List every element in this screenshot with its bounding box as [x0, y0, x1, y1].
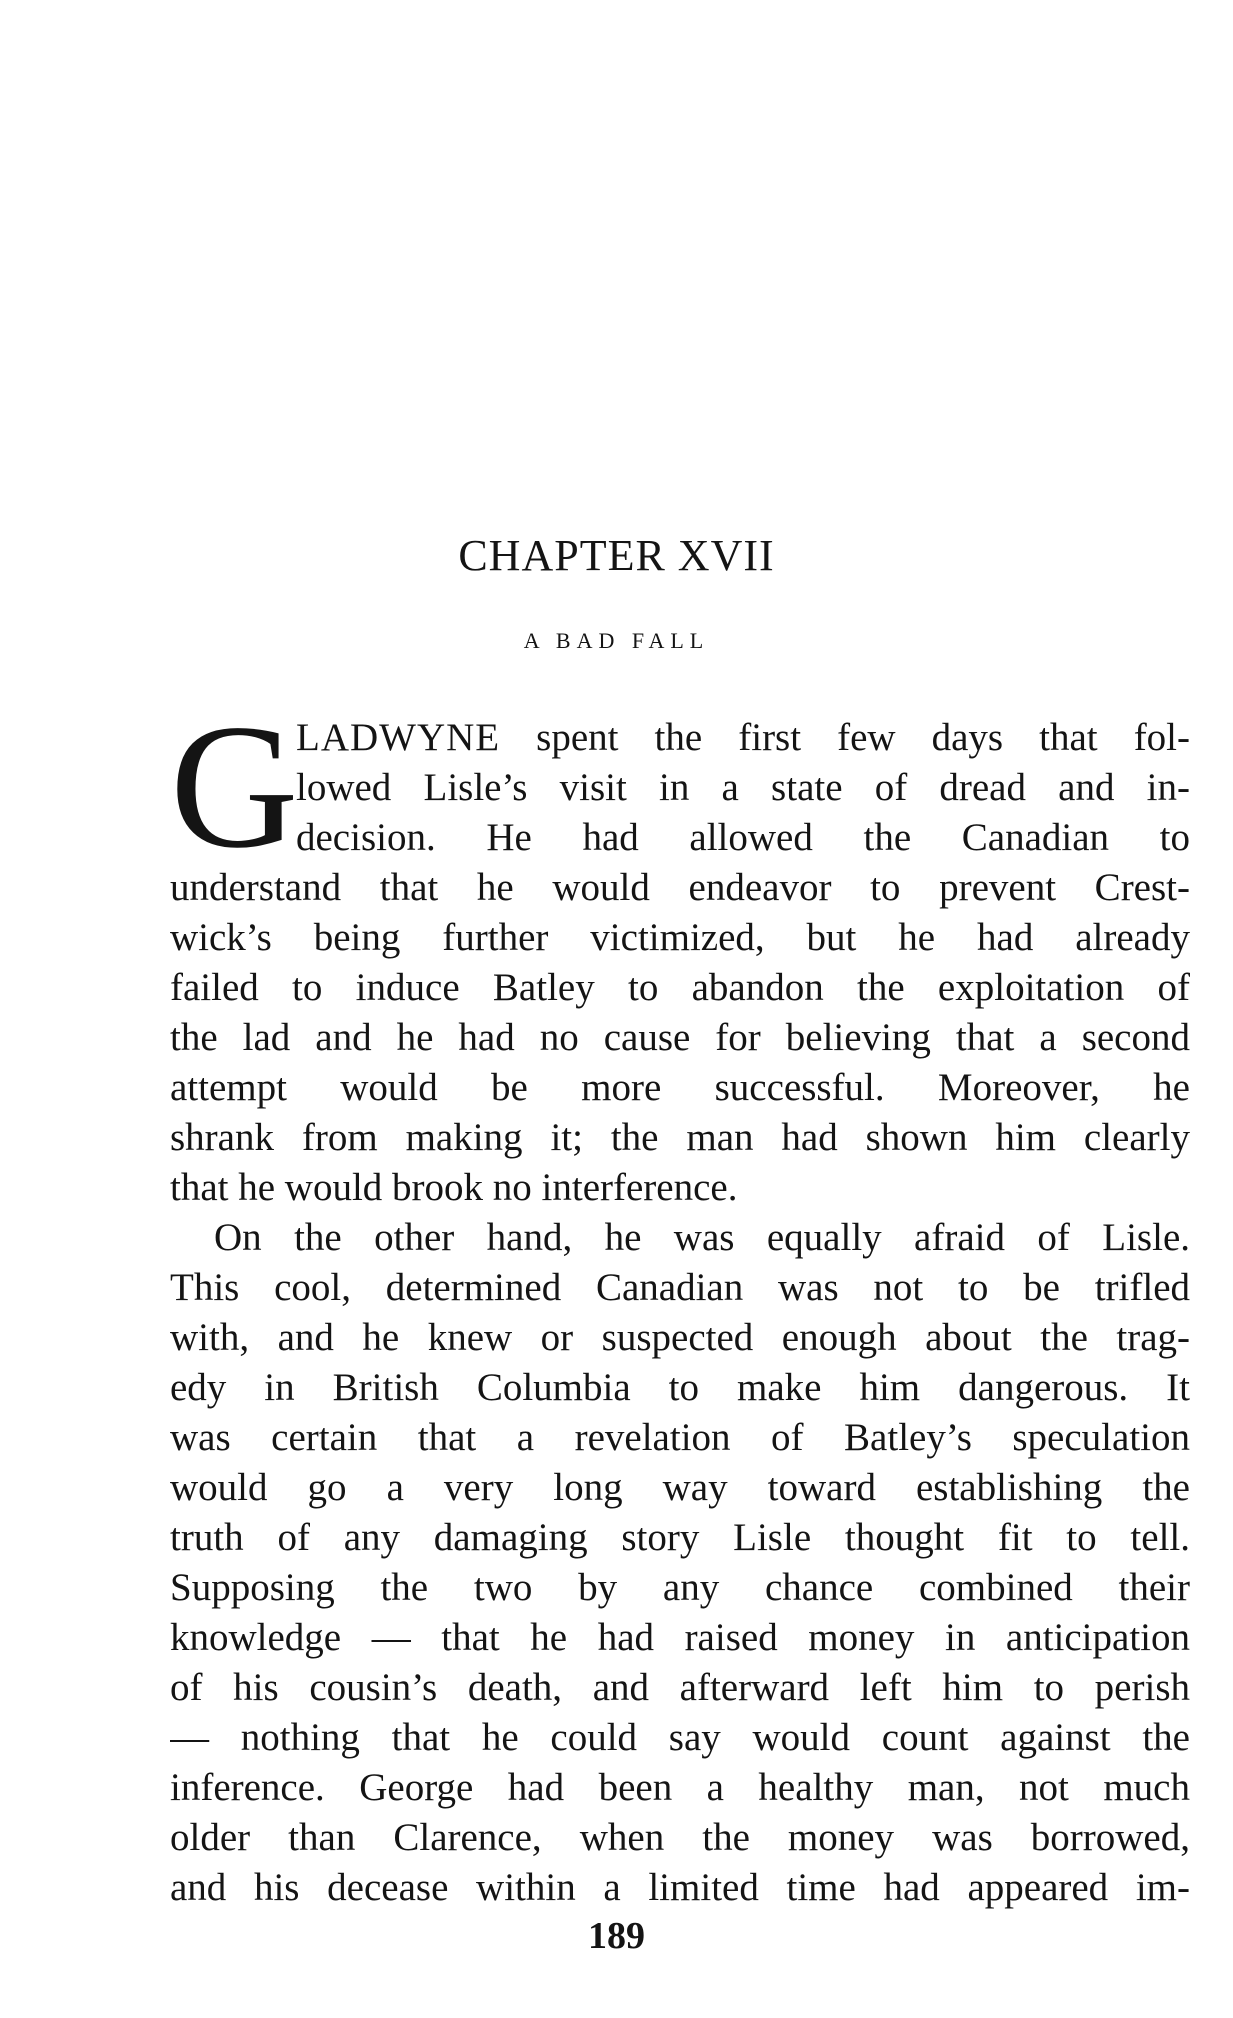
text-line: This cool, determined Canadian was not to be trifled	[170, 1266, 1190, 1309]
text-line: and his decease within a limited time had appeared im-	[170, 1866, 1190, 1909]
page-number: 189	[588, 1915, 645, 1957]
text-line: shrank from making it; the man had shown him clearly	[170, 1116, 1190, 1159]
text-line: knowledge — that he had raised money in anticipation	[170, 1616, 1190, 1659]
text-line: with, and he knew or suspected enough about the trag-	[170, 1316, 1190, 1359]
text-line: of his cousin’s death, and afterward left him to perish	[170, 1666, 1190, 1709]
text-line: inference. George had been a healthy man, not much	[170, 1766, 1190, 1809]
text-line: — nothing that he could say would count against the	[170, 1716, 1190, 1759]
text-line: attempt would be more successful. Moreover, he	[170, 1066, 1190, 1109]
text-line: truth of any damaging story Lisle thought fit to tell.	[170, 1516, 1190, 1559]
text-line: the lad and he had no cause for believing that a second	[170, 1016, 1190, 1059]
text-line: Supposing the two by any chance combined their	[170, 1566, 1190, 1609]
text-line: would go a very long way toward establishing the	[170, 1466, 1190, 1509]
text-line: understand that he would endeavor to prevent Crest-	[170, 866, 1190, 909]
text-line: lowed Lisle’s visit in a state of dread and in-	[296, 766, 1190, 809]
chapter-subtitle: A BAD FALL	[523, 628, 710, 653]
text-line: decision. He had allowed the Canadian to	[296, 816, 1190, 859]
text-line: edy in British Columbia to make him dangerous. It	[170, 1366, 1190, 1409]
text-line: wick’s being further victimized, but he had already	[170, 916, 1190, 959]
text-line: failed to induce Batley to abandon the exploitation of	[170, 966, 1190, 1009]
first-word: LADWYNE	[296, 716, 501, 759]
text-line: older than Clarence, when the money was borrowed,	[170, 1816, 1190, 1859]
chapter-title: CHAPTER XVII	[458, 531, 775, 580]
text-line-rest: spent the first few days that fol-	[500, 716, 1190, 759]
drop-cap: G	[170, 687, 299, 885]
chapter-body	[170, 687, 1190, 1913]
text-line	[170, 713, 1190, 763]
text-line: was certain that a revelation of Batley’s speculation	[170, 1416, 1190, 1459]
text-line: that he would brook no interference.	[170, 1166, 738, 1209]
text-line: On the other hand, he was equally afraid of Lisle.	[214, 1216, 1190, 1259]
